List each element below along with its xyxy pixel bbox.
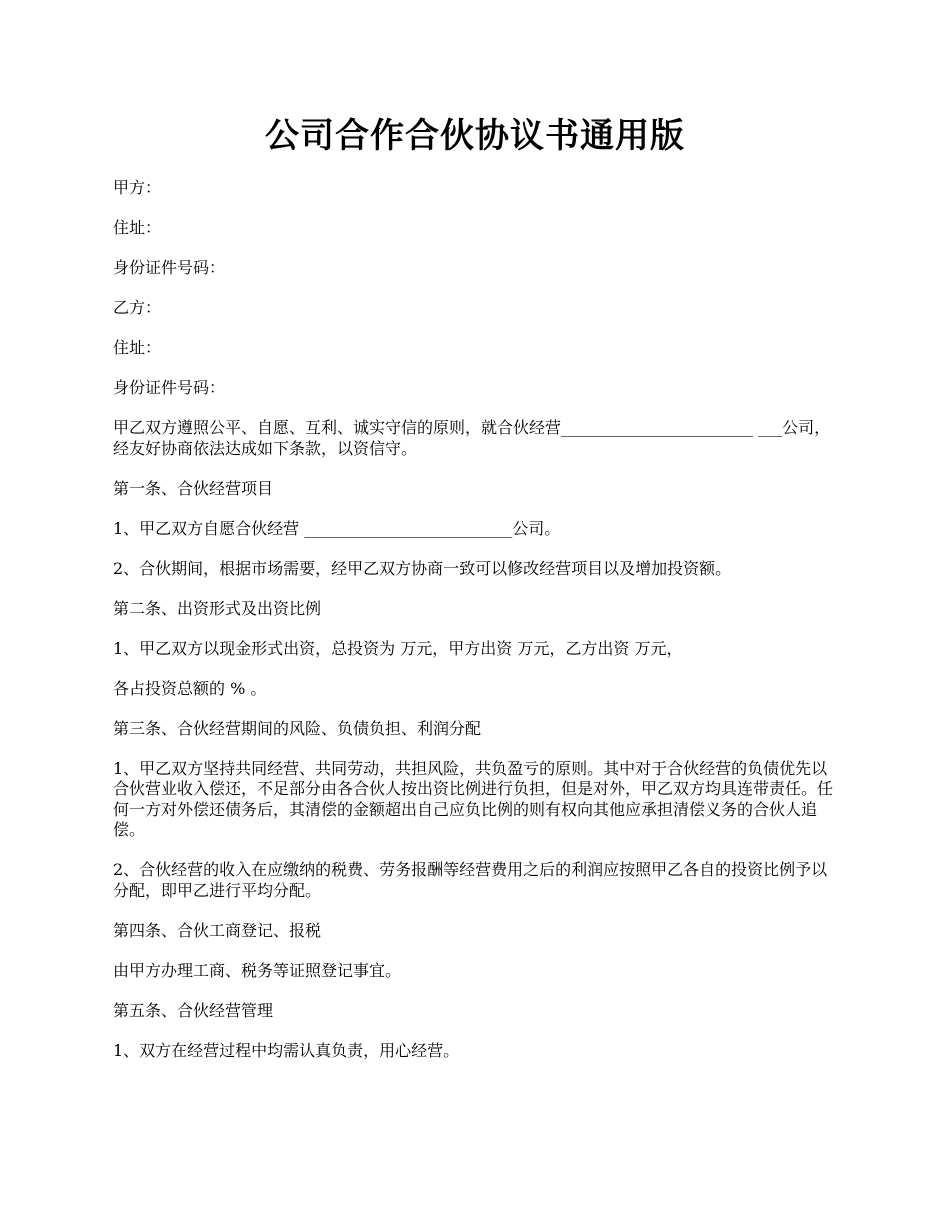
party-b-id-label: 身份证件号码： [113,378,226,397]
party-a-id-label: 身份证件号码： [113,258,226,277]
article-2-clause-1: 1、甲乙双方以现金形式出资，总投资为 万元，甲方出资 万元，乙方出资 万元， [113,638,683,658]
article-5-clause-1: 1、双方在经营过程中均需认真负责，用心经营。 [113,1040,460,1060]
document-title: 公司合作合伙协议书通用版 [265,116,685,156]
article-1-clause-1: 1、甲乙双方自愿合伙经营 __________________________公司。 [113,518,561,538]
article-1-clause-2: 2、合伙期间，根据市场需要，经甲乙双方协商一致可以修改经营项目以及增加投资额。 [113,558,732,578]
article-2-heading: 第二条、出资形式及出资比例 [113,598,322,618]
party-a-label: 甲方： [113,178,162,197]
article-3-clause-2: 2、合伙经营的收入在应缴纳的税费、劳务报酬等经营费用之后的利润应按照甲乙各自的投资比例予以分配，即甲乙进行平均分配。 [113,860,828,900]
article-5-heading: 第五条、合伙经营管理 [113,1000,274,1020]
article-2-clause-1-cont: 各占投资总额的 % 。 [113,678,267,698]
article-4-heading: 第四条、合伙工商登记、报税 [113,920,322,940]
article-4-clause: 由甲方办理工商、税务等证照登记事宜。 [113,960,402,980]
article-3-clause-1: 1、甲乙双方坚持共同经营、共同劳动，共担风险，共负盈亏的原则。其中对于合伙经营的负债优先以合伙营业收入偿还，不足部分由各合伙人按出资比例进行负担，但是对外，甲乙双方均具连带责任。任何一方对外偿还债务后，其清偿的金额超出自己应负比例的则有权向其他应承担清偿义务的合伙人追偿。 [113,758,834,839]
party-b-label: 乙方： [113,298,162,317]
party-a-address-label: 住址： [113,218,162,237]
article-1-heading: 第一条、合伙经营项目 [113,478,274,498]
party-b-address-label: 住址： [113,338,162,357]
preamble-paragraph: 甲乙双方遵照公平、自愿、互利、诚实守信的原则，就合伙经营________________________ ___公司，经友好协商依法达成如下条款，以资信守。 [113,418,831,458]
document-body [113,178,841,1081]
article-3-heading: 第三条、合伙经营期间的风险、负债负担、利润分配 [113,718,482,738]
